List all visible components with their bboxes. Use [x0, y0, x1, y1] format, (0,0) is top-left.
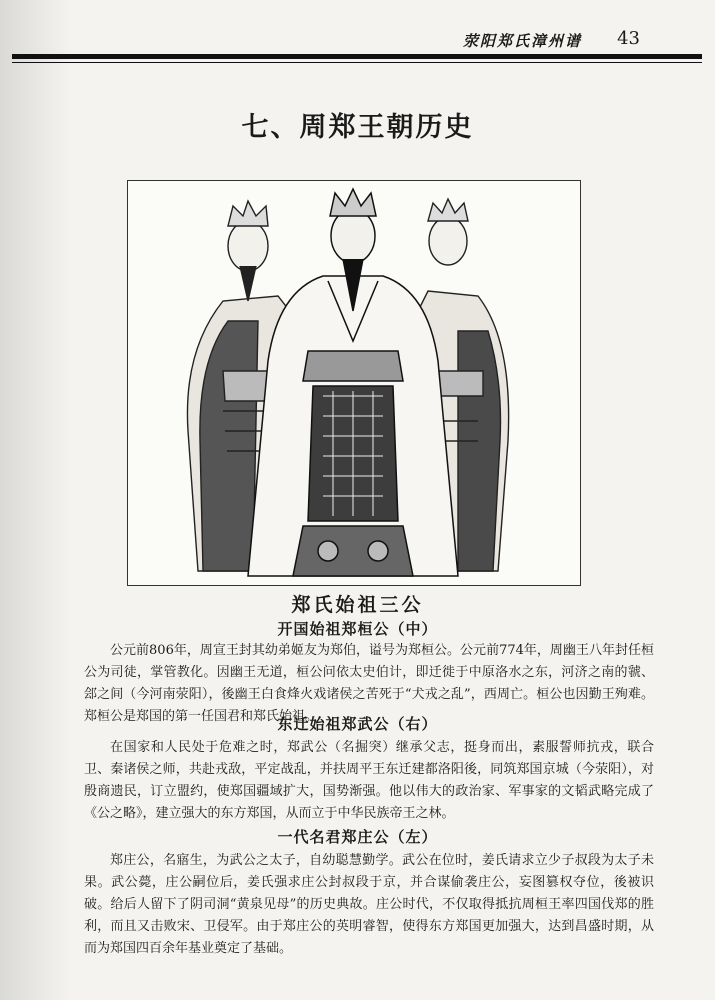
scan-shadow	[0, 0, 70, 1000]
page-number: 43	[617, 28, 640, 49]
section-text-wu: 在国家和人民处于危难之时，郑武公（名掘突）继承父志，挺身而出，素服誓师抗戎，联合卫、秦诸侯之师，共赴戎敌，平定战乱，并扶周平王东迁建都洛阳後，同筑郑国京城（今荥阳），对殷商遗民，订立盟约，使郑国疆域扩大，国势渐强。他以伟大的政治家、军事家的文韬武略完成了《公之略》，建立强大的东方郑国，从而立于中华民族帝王之林。	[84, 740, 654, 821]
center-figure	[248, 189, 458, 576]
ancestors-illustration	[128, 181, 580, 585]
header-rule	[12, 54, 702, 59]
chapter-title: 七、周郑王朝历史	[241, 112, 474, 143]
header-title: 荥阳郑氏漳州谱	[462, 32, 582, 50]
section-text-huan: 公元前806年，周宣王封其幼弟姬友为郑伯，谥号为郑桓公。公元前774年，周幽王八年封任桓公为司徒，掌管教化。因幽王无道，桓公问依太史伯计，即迁徙于中原洛水之东，河济之南的虢、郐之间（今河南荥阳），後幽王白食烽火戏诸侯之苦死于“犬戎之乱”，西周亡。桓公也因勤王殉难。郑桓公是郑国的第一任国君和郑氏始祖。	[84, 643, 654, 724]
figure-three-ancestors	[127, 180, 581, 586]
figure-caption: 郑氏始祖三公	[291, 594, 424, 616]
header-rule-thin	[12, 62, 702, 63]
section-heading-zhuang: 一代名君郑庄公（左）	[277, 828, 438, 846]
section-text-zhuang: 郑庄公，名寤生，为武公之太子，自幼聪慧勤学。武公在位时，姜氏请求立少子叔段为太子未果。武公薨，庄公嗣位后，姜氏强求庄公封叔段于京，并合谋偷袭庄公，妄图篡权夺位，後被识破。给后人留下了阴司洞“黄泉见母”的历史典故。庄公时代，不仅取得抵抗周桓王率四国伐郑的胜利，而且又击败宋、卫侵军。由于郑庄公的英明睿智，使得东方郑国更加强大，达到昌盛时期，从而为郑国四百余年基业奠定了基础。	[84, 853, 654, 956]
section-heading-huan: 开国始祖郑桓公（中）	[277, 620, 438, 638]
section-heading-wu: 东迁始祖郑武公（右）	[277, 715, 438, 733]
running-header	[12, 18, 702, 58]
